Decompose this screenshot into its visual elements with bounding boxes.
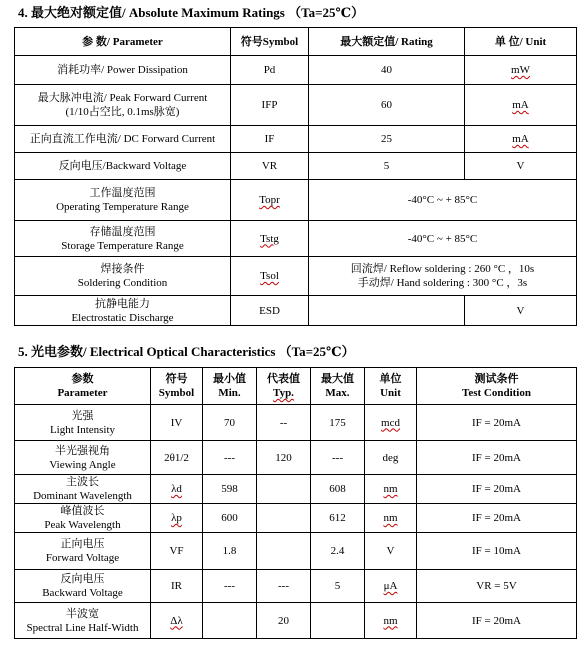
max-cell: 612 [311,504,365,533]
min-cell: 598 [203,475,257,504]
max-cell: 175 [311,405,365,441]
condition-cell: IF = 10mA [417,533,577,570]
parameter-cell: 正向电压 Forward Voltage [15,533,151,570]
min-cell: --- [203,570,257,603]
typ-cell [257,475,311,504]
symbol-cell: IFP [231,85,309,126]
symbol-cell: VF [151,533,203,570]
unit-cell: nm [365,603,417,639]
rating-cell: 60 [309,85,465,126]
max-cell: --- [311,441,365,475]
header-typ: 代表值 Typ. [257,368,311,405]
table-row [15,441,577,475]
parameter-cell: 工作温度范围 Operating Temperature Range [15,180,231,221]
parameter-cell: 半波宽 Spectral Line Half-Width [15,603,151,639]
header-parameter: 参 数/ Parameter [15,28,231,56]
unit-cell: V [465,153,577,180]
header-symbol: 符号 Symbol [151,368,203,405]
typ-cell [257,504,311,533]
unit-cell: μA [365,570,417,603]
typ-cell: 120 [257,441,311,475]
unit-cell: mcd [365,405,417,441]
condition-cell: VR = 5V [417,570,577,603]
unit-cell: V [465,296,577,326]
section-title-electrical-optical: 5. 光电参数/ Electrical Optical Characteristics （Ta=25℃） [18,344,355,359]
table-row [15,296,577,326]
rating-cell: 25 [309,126,465,153]
symbol-cell: Topr [231,180,309,221]
symbol-cell: 2θ1/2 [151,441,203,475]
max-cell: 608 [311,475,365,504]
table-row [15,533,577,570]
parameter-cell: 主波长 Dominant Wavelength [15,475,151,504]
symbol-cell: Pd [231,56,309,85]
symbol-cell: λd [151,475,203,504]
parameter-cell: 反向电压/Backward Voltage [15,153,231,180]
header-rating: 最大额定值/ Rating [309,28,465,56]
max-cell: 5 [311,570,365,603]
parameter-cell: 存储温度范围 Storage Temperature Range [15,221,231,257]
condition-cell: IF = 20mA [417,603,577,639]
rating-cell: 回流焊/ Reflow soldering : 260 °C ，10s 手动焊/ Hand soldering : 300 °C ，3s [309,257,577,296]
symbol-cell: IR [151,570,203,603]
table-row [15,221,577,257]
symbol-cell: IV [151,405,203,441]
min-cell [203,603,257,639]
header-test-condition: 测试条件 Test Condition [417,368,577,405]
typ-cell [257,533,311,570]
header-parameter: 参数 Parameter [15,368,151,405]
parameter-cell: 光强 Light Intensity [15,405,151,441]
min-cell: 1.8 [203,533,257,570]
typ-cell: -- [257,405,311,441]
table-row [15,475,577,504]
header-symbol: 符号Symbol [231,28,309,56]
symbol-cell: Tstg [231,221,309,257]
rating-cell: -40°C ~ + 85°C [309,180,577,221]
table-row [15,126,577,153]
symbol-cell: VR [231,153,309,180]
rating-cell: -40°C ~ + 85°C [309,221,577,257]
parameter-cell: 半光强视角 Viewing Angle [15,441,151,475]
header-unit: 单位 Unit [365,368,417,405]
header-unit: 单 位/ Unit [465,28,577,56]
unit-cell: mA [465,85,577,126]
parameter-cell: 焊接条件 Soldering Condition [15,257,231,296]
unit-cell: deg [365,441,417,475]
condition-cell: IF = 20mA [417,475,577,504]
table-row [15,85,577,126]
typ-cell: --- [257,570,311,603]
symbol-cell: IF [231,126,309,153]
table-row [15,153,577,180]
parameter-cell: 峰值波长 Peak Wavelength [15,504,151,533]
rating-cell: 5 [309,153,465,180]
parameter-cell: 消耗功率/ Power Dissipation [15,56,231,85]
parameter-cell: 反向电压 Backward Voltage [15,570,151,603]
typ-cell: 20 [257,603,311,639]
min-cell: 70 [203,405,257,441]
table-row [15,603,577,639]
unit-cell: mA [465,126,577,153]
symbol-cell: λp [151,504,203,533]
condition-cell: IF = 20mA [417,405,577,441]
min-cell: --- [203,441,257,475]
unit-cell: nm [365,504,417,533]
table-row [15,405,577,441]
condition-cell: IF = 20mA [417,504,577,533]
table-header-row [15,28,577,56]
header-max: 最大值 Max. [311,368,365,405]
table-row [15,180,577,221]
symbol-cell: ESD [231,296,309,326]
unit-cell: V [365,533,417,570]
electrical-optical-table [14,367,577,639]
table-header-row [15,368,577,405]
max-cell: 2.4 [311,533,365,570]
rating-cell [309,296,465,326]
parameter-cell: 正向直流工作电流/ DC Forward Current [15,126,231,153]
absolute-max-ratings-table [14,27,577,326]
table-row [15,570,577,603]
table-row [15,56,577,85]
parameter-cell: 抗静电能力 Electrostatic Discharge [15,296,231,326]
max-cell [311,603,365,639]
rating-cell: 40 [309,56,465,85]
condition-cell: IF = 20mA [417,441,577,475]
parameter-cell: 最大脉冲电流/ Peak Forward Current (1/10占空比, 0.1ms脉宽) [15,85,231,126]
symbol-cell: Tsol [231,257,309,296]
section-title-absolute-max: 4. 最大绝对额定值/ Absolute Maximum Ratings （Ta=25℃） [18,5,365,20]
table-row [15,504,577,533]
symbol-cell: Δλ [151,603,203,639]
unit-cell: nm [365,475,417,504]
unit-cell: mW [465,56,577,85]
header-min: 最小值 Min. [203,368,257,405]
table-row [15,257,577,296]
min-cell: 600 [203,504,257,533]
